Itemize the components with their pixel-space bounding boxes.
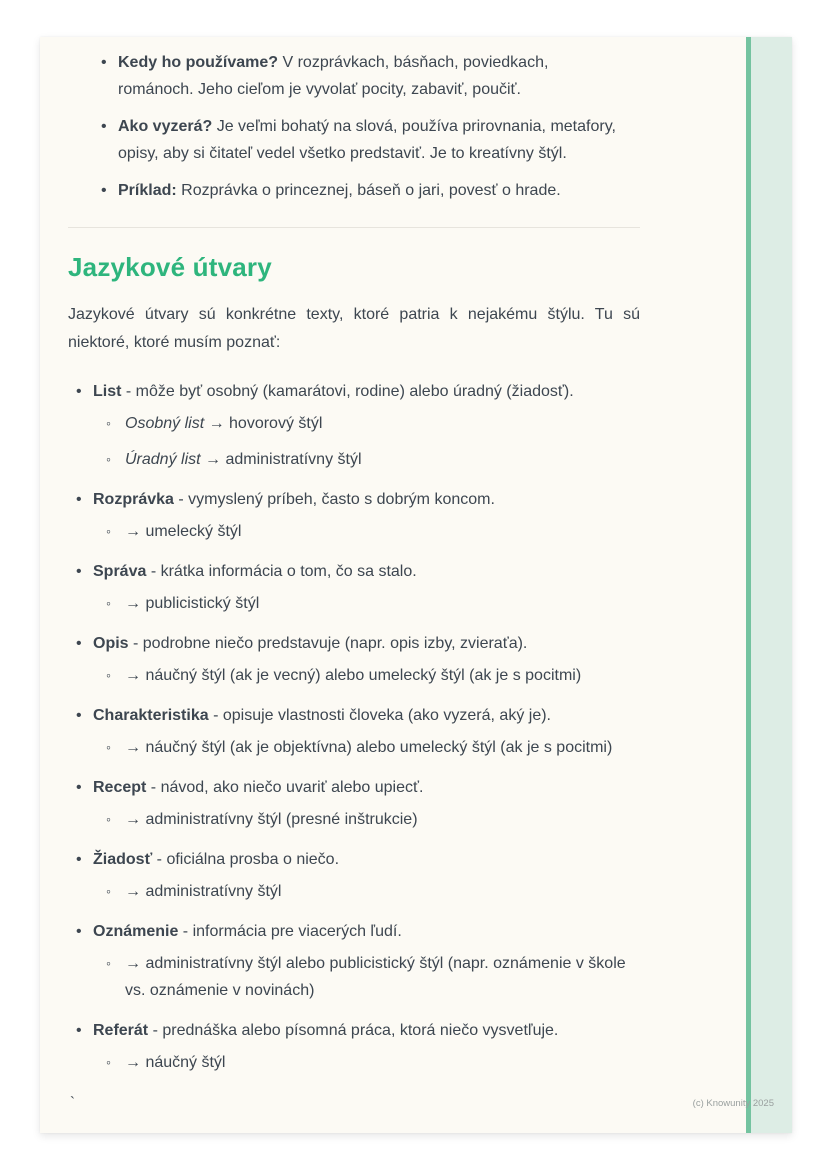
- sub-list-item: [106, 734, 640, 761]
- sub-list: [106, 1049, 640, 1076]
- term: Recept: [93, 779, 147, 796]
- document-page: [40, 37, 792, 1133]
- term-description: - podrobne niečo predstavuje (napr. opis izby, zvieraťa).: [128, 635, 528, 652]
- list-item-text: V rozprávkach, básňach, poviedkach, románoch. Jeho cieľom je vyvolať pocity, zabaviť, poučiť.: [118, 54, 549, 98]
- sub-list-item: [106, 950, 640, 1004]
- sub-list-item: [106, 410, 640, 437]
- sub-item-lead: Úradný list: [125, 451, 201, 468]
- list-item: [100, 177, 622, 204]
- term-description: - prednáška alebo písomná práca, ktorá niečo vysvetľuje.: [148, 1022, 559, 1039]
- term: List: [93, 383, 122, 400]
- term: Oznámenie: [93, 923, 179, 940]
- section-divider: [68, 227, 640, 228]
- term-description: - návod, ako niečo uvariť alebo upiecť.: [146, 779, 424, 796]
- term-description: - informácia pre viacerých ľudí.: [178, 923, 402, 940]
- term-description: - môže byť osobný (kamarátovi, rodine) alebo úradný (žiadosť).: [121, 383, 574, 400]
- stray-character: `: [70, 1094, 75, 1111]
- term: Rozprávka: [93, 491, 174, 508]
- list-item: [75, 702, 640, 761]
- sub-item-text: → náučný štýl: [125, 1054, 226, 1071]
- sub-list: [106, 806, 640, 833]
- sub-list: [106, 518, 640, 545]
- term: Opis: [93, 635, 129, 652]
- sub-item-lead: Osobný list: [125, 415, 205, 432]
- list-item-lead: Príklad:: [118, 182, 177, 199]
- sub-list-item: [106, 1049, 640, 1076]
- sub-list: [106, 662, 640, 689]
- term-description: - oficiálna prosba o niečo.: [152, 851, 340, 868]
- sub-list-item: [106, 806, 640, 833]
- sub-item-text: → umelecký štýl: [125, 523, 242, 540]
- sub-item-text: → administratívny štýl alebo publicistický štýl (napr. oznámenie v škole vs. oznámenie v novinách): [125, 955, 626, 999]
- list-item: [75, 558, 640, 617]
- list-item: [75, 486, 640, 545]
- sub-item-text: → administratívny štýl (presné inštrukcie): [125, 811, 418, 828]
- term: Žiadosť: [93, 851, 153, 868]
- sub-item-text: → administratívny štýl: [200, 451, 362, 468]
- sub-item-text: → publicistický štýl: [125, 595, 260, 612]
- term: Referát: [93, 1022, 149, 1039]
- list-item-lead: Kedy ho používame?: [118, 54, 279, 71]
- list-item: [75, 774, 640, 833]
- section-intro-paragraph: Jazykové útvary sú konkrétne texty, ktoré patria k nejakému štýlu. Tu sú niektoré, ktoré musím poznať:: [68, 306, 640, 351]
- sub-list: [106, 950, 640, 1004]
- sub-list-item: [106, 518, 640, 545]
- sub-list: [106, 734, 640, 761]
- sub-list-item: [106, 590, 640, 617]
- term-description: - opisuje vlastnosti človeka (ako vyzerá, aký je).: [208, 707, 551, 724]
- list-item: [75, 918, 640, 1004]
- sub-item-text: → hovorový štýl: [204, 415, 323, 432]
- sub-list-item: [106, 878, 640, 905]
- sub-list-item: [106, 662, 640, 689]
- sub-list: [106, 410, 640, 473]
- list-item: [100, 49, 622, 103]
- section-heading: Jazykové útvary: [68, 252, 272, 282]
- list-item: [75, 846, 640, 905]
- page-edge-ribbon: [746, 37, 792, 1133]
- page-content: [68, 49, 640, 1116]
- copyright-footer: (c) Knowunity 2025: [692, 1098, 774, 1109]
- list-item: [100, 113, 622, 167]
- term: Charakteristika: [93, 707, 209, 724]
- list-item-text: Rozprávka o princeznej, báseň o jari, povesť o hrade.: [176, 182, 561, 199]
- term: Správa: [93, 563, 147, 580]
- style-properties-list: [100, 49, 622, 204]
- term-description: - krátka informácia o tom, čo sa stalo.: [146, 563, 417, 580]
- list-item-lead: Ako vyzerá?: [118, 118, 213, 135]
- term-description: - vymyslený príbeh, často s dobrým koncom.: [173, 491, 495, 508]
- sub-list-item: [106, 446, 640, 473]
- sub-item-text: → administratívny štýl: [125, 883, 282, 900]
- list-item-text: Je veľmi bohatý na slová, používa prirovnania, metafory, opisy, aby si čitateľ vedel všetko predstaviť. Je to kreatívny štýl.: [118, 118, 616, 162]
- sub-item-text: → náučný štýl (ak je vecný) alebo umelecký štýl (ak je s pocitmi): [125, 667, 582, 684]
- list-item: [75, 630, 640, 689]
- sub-item-text: → náučný štýl (ak je objektívna) alebo umelecký štýl (ak je s pocitmi): [125, 739, 613, 756]
- list-item: [75, 1017, 640, 1076]
- language-forms-list: [75, 378, 640, 1076]
- sub-list: [106, 878, 640, 905]
- sub-list: [106, 590, 640, 617]
- list-item: [75, 378, 640, 473]
